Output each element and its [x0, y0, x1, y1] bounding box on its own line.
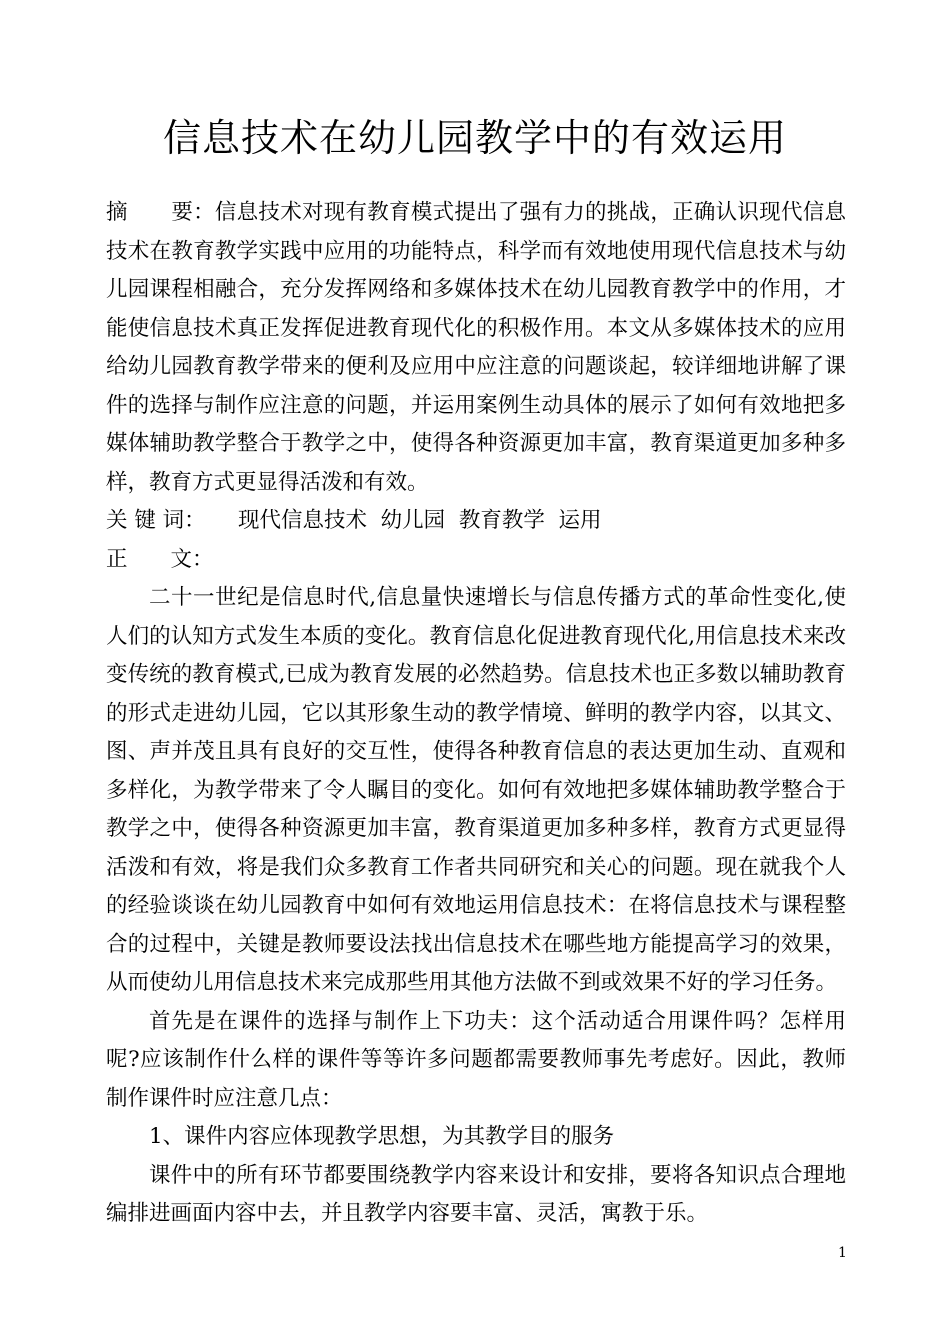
body-paragraph-3: 课件中的所有环节都要围绕教学内容来设计和安排，要将各知识点合理地编排进画面内容中去，并且教学内容要丰富、灵活，寓教于乐。 [106, 1162, 846, 1226]
body-paragraph-1: 二十一世纪是信息时代,信息量快速增长与信息传播方式的革命性变化,使人们的认知方式发生本质的变化。教育信息化促进教育现代化,用信息技术来改变传统的教育模式,已成为教育发展的必然趋势。信息技术也正多数以辅助教育的形式走进幼儿园，它以其形象生动的教学情境、鲜明的教学内容，以其文、图、声并茂且具有良好的交互性，使得各种教育信息的表达更加生动、直观和多样化，为教学带来了令人瞩目的变化。如何有效地把多媒体辅助教学整合于教学之中，使得各种资源更加丰富，教育渠道更加多种多样，教育方式更显得活泼和有效，将是我们众多教育工作者共同研究和关心的问题。现在就我个人的经验谈谈在幼儿园教育中如何有效地运用信息技术：在将信息技术与课程整合的过程中，关键是教师要设法找出信息技术在哪些地方能提高学习的效果，从而使幼儿用信息技术来完成那些用其他方法做不到或效果不好的学习任务。 [106, 585, 846, 995]
abstract-label: 摘 要： [106, 200, 215, 225]
keywords-label: 关 键 词： [106, 508, 206, 533]
body-label: 正 文： [106, 546, 214, 572]
keywords-line [106, 502, 846, 541]
body-paragraph-2: 首先是在课件的选择与制作上下功夫：这个活动适合用课件吗？怎样用呢?应该制作什么样的课件等等许多问题都需要教师事先考虑好。因此，教师制作课件时应注意几点： [106, 1008, 846, 1111]
document-body [106, 194, 846, 1234]
document-title: 信息技术在幼儿园教学中的有效运用 [162, 116, 787, 160]
section-heading-1: 1、课件内容应体现教学思想，为其教学目的服务 [149, 1124, 615, 1149]
keywords-text: 现代信息技术 幼儿园 教育教学 运用 [238, 508, 602, 533]
abstract-paragraph [106, 194, 846, 502]
page-number: 1 [838, 1245, 847, 1261]
abstract-text: 信息技术对现有教育模式提出了强有力的挑战，正确认识现代信息技术在教育教学实践中应用的功能特点，科学而有效地使用现代信息技术与幼儿园课程相融合，充分发挥网络和多媒体技术在幼儿园教育教学中的作用，才能使信息技术真正发挥促进教育现代化的积极作用。本文从多媒体技术的应用给幼儿园教育教学带来的便利及应用中应注意的问题谈起，较详细地讲解了课件的选择与制作应注意的问题，并运用案例生动具体的展示了如何有效地把多媒体辅助教学整合于教学之中，使得各种资源更加丰富，教育渠道更加多种多样，教育方式更显得活泼和有效。 [106, 200, 846, 495]
